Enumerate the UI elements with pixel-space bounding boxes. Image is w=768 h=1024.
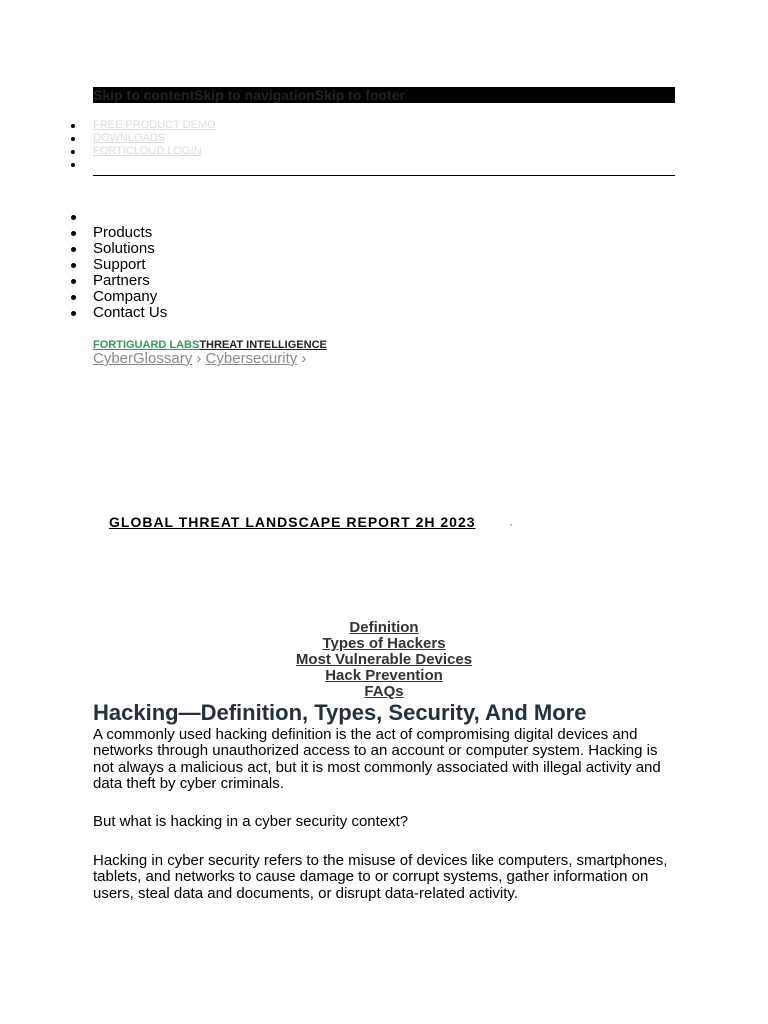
utility-links	[93, 119, 216, 171]
breadcrumb-cybersecurity[interactable]: Cybersecurity	[205, 350, 298, 367]
nav-item-empty	[93, 209, 167, 225]
threat-report-link[interactable]: GLOBAL THREAT LANDSCAPE REPORT 2H 2023	[109, 514, 476, 530]
article-paragraph: Hacking in cyber security refers to the misuse of devices like computers, smartphones, tablets, and networks to cause damage to or corrupt systems, gather information on users, steal data and documents, or disrupt data-related activity.	[93, 852, 668, 902]
nav-item-partners[interactable]: Partners	[93, 273, 167, 289]
nav-item-products[interactable]: Products	[93, 225, 167, 241]
utility-item-empty	[93, 158, 216, 171]
toc-most-vulnerable-devices[interactable]: Most Vulnerable Devices	[295, 651, 473, 668]
toc-types-of-hackers[interactable]: Types of Hackers	[322, 635, 446, 652]
fortiguard-labs-link[interactable]: FORTIGUARD LABS	[93, 339, 200, 351]
nav-item-support[interactable]: Support	[93, 257, 167, 273]
utility-item	[93, 119, 216, 132]
article-paragraph: But what is hacking in a cyber security context?	[93, 813, 409, 830]
nav-item-solutions[interactable]: Solutions	[93, 241, 167, 257]
breadcrumb-separator: ›	[297, 350, 307, 367]
breadcrumb	[93, 350, 306, 367]
table-of-contents	[0, 620, 768, 700]
skip-to-footer-link[interactable]: Skip to footer	[314, 87, 405, 103]
header-divider	[93, 175, 675, 176]
threat-intelligence-link[interactable]: THREAT INTELLIGENCE	[199, 339, 327, 351]
main-navigation	[93, 209, 167, 321]
report-decoration	[510, 524, 512, 526]
toc-hack-prevention[interactable]: Hack Prevention	[325, 667, 443, 684]
downloads-link[interactable]: DOWNLOADS	[93, 132, 166, 144]
breadcrumb-cyberglossary[interactable]: CyberGlossary	[93, 350, 193, 367]
toc-faqs[interactable]: FAQs	[364, 683, 404, 700]
article-paragraph: A commonly used hacking definition is the act of compromising digital devices and networks through unauthorized access to an account or computer system. Hacking is not always a malicious act, but it is most commonly associated with illegal activity and data theft by cyber criminals.	[93, 726, 661, 792]
skip-to-content-link[interactable]: Skip to content	[93, 87, 195, 103]
forticloud-login-link[interactable]: FORTICLOUD LOGIN	[93, 145, 202, 157]
page-title: Hacking—Definition, Types, Security, And More	[93, 700, 587, 725]
toc-definition[interactable]: Definition	[349, 619, 419, 636]
utility-item	[93, 132, 216, 145]
free-product-demo-link[interactable]: FREE PRODUCT DEMO	[93, 119, 216, 131]
utility-item	[93, 145, 216, 158]
nav-item-company[interactable]: Company	[93, 289, 167, 305]
skip-to-navigation-link[interactable]: Skip to navigation	[194, 87, 315, 103]
nav-item-contact-us[interactable]: Contact Us	[93, 304, 168, 321]
breadcrumb-separator: ›	[192, 350, 206, 367]
skip-links-bar	[93, 87, 675, 103]
